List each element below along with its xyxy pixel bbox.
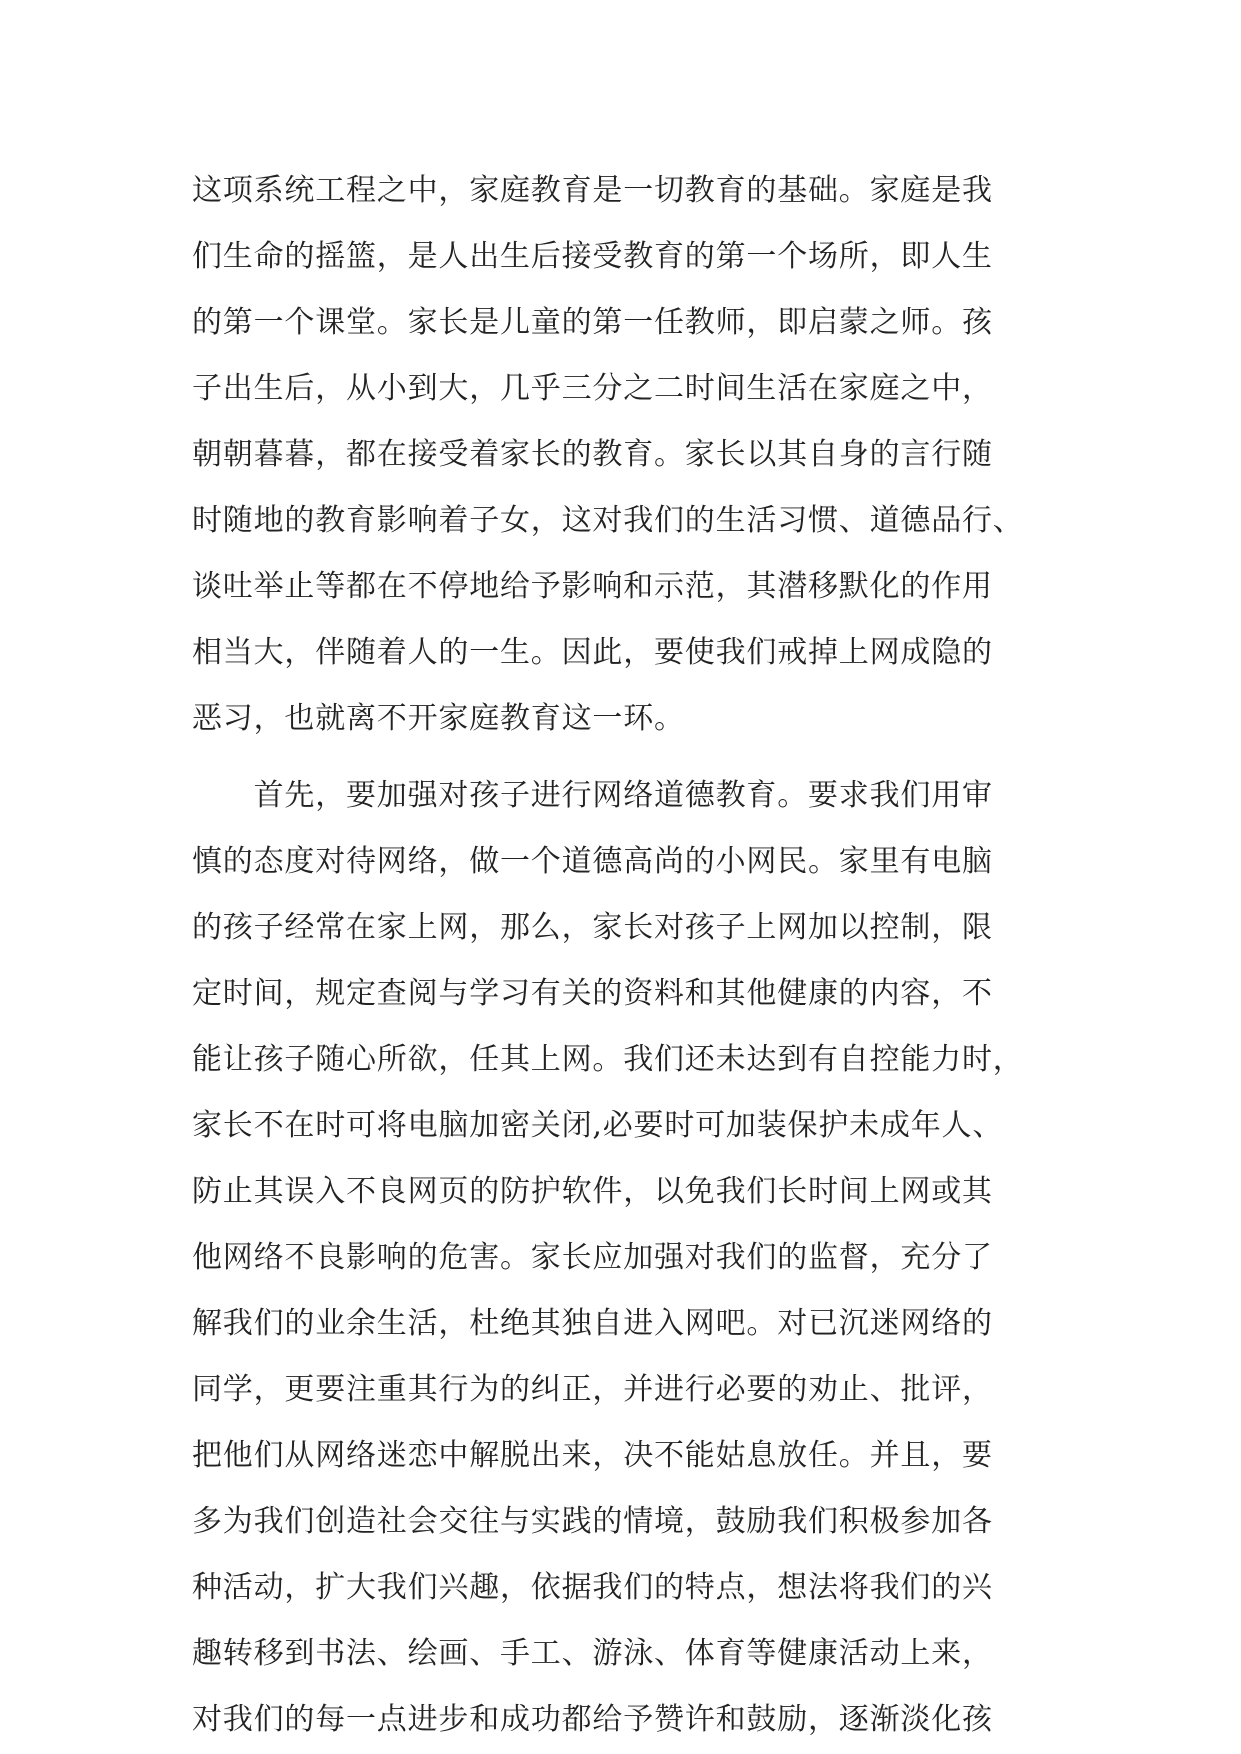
text-line: 解我们的业余生活，杜绝其独自进入网吧。对已沉迷网络的: [192, 1306, 993, 1341]
paragraph-gap: [192, 752, 1062, 763]
text-line: 相当大，伴随着人的一生。因此，要使我们戒掉上网成隐的: [192, 635, 993, 670]
text-line: 趣转移到书法、绘画、手工、游泳、体育等健康活动上来，: [192, 1636, 993, 1671]
text-line: 定时间，规定查阅与学习有关的资料和其他健康的内容，不: [192, 976, 993, 1011]
text-line: 慎的态度对待网络，做一个道德高尚的小网民。家里有电脑: [192, 844, 993, 879]
text-line: 的孩子经常在家上网，那么，家长对孩子上网加以控制，限: [192, 910, 993, 945]
document-body: [192, 158, 1062, 1753]
text-line: 恶习，也就离不开家庭教育这一环。: [192, 701, 685, 736]
text-line: 们生命的摇篮，是人出生后接受教育的第一个场所，即人生: [192, 239, 993, 274]
text-line: 防止其误入不良网页的防护软件，以免我们长时间上网或其: [192, 1174, 993, 1209]
text-line: 子出生后，从小到大，几乎三分之二时间生活在家庭之中，: [192, 371, 993, 406]
text-line: 这项系统工程之中，家庭教育是一切教育的基础。家庭是我: [192, 173, 993, 208]
text-line: 谈吐举止等都在不停地给予影响和示范，其潜移默化的作用: [192, 569, 993, 604]
text-line: 把他们从网络迷恋中解脱出来，决不能姑息放任。并且，要: [192, 1438, 993, 1473]
text-line: 能让孩子随心所欲，任其上网。我们还未达到有自控能力时，: [192, 1042, 1024, 1077]
text-line: 多为我们创造社会交往与实践的情境，鼓励我们积极参加各: [192, 1504, 993, 1539]
text-line: 种活动，扩大我们兴趣，依据我们的特点，想法将我们的兴: [192, 1570, 993, 1605]
text-line: 朝朝暮暮，都在接受着家长的教育。家长以其自身的言行随: [192, 437, 993, 472]
text-line: 对我们的每一点进步和成功都给予赞许和鼓励，逐渐淡化孩: [192, 1702, 993, 1737]
text-line: 时随地的教育影响着子女，这对我们的生活习惯、道德品行、: [192, 503, 1024, 538]
text-line: 同学，更要注重其行为的纠正，并进行必要的劝止、批评，: [192, 1372, 993, 1407]
text-line: 首先，要加强对孩子进行网络道德教育。要求我们用审: [192, 778, 993, 813]
text-line: 的第一个课堂。家长是儿童的第一任教师，即启蒙之师。孩: [192, 305, 993, 340]
paragraph-2: [192, 763, 1062, 1753]
text-line: 家长不在时可将电脑加密关闭,必要时可加装保护未成年人、: [192, 1108, 1004, 1143]
paragraph-1: [192, 158, 1062, 752]
text-line: 他网络不良影响的危害。家长应加强对我们的监督，充分了: [192, 1240, 993, 1275]
